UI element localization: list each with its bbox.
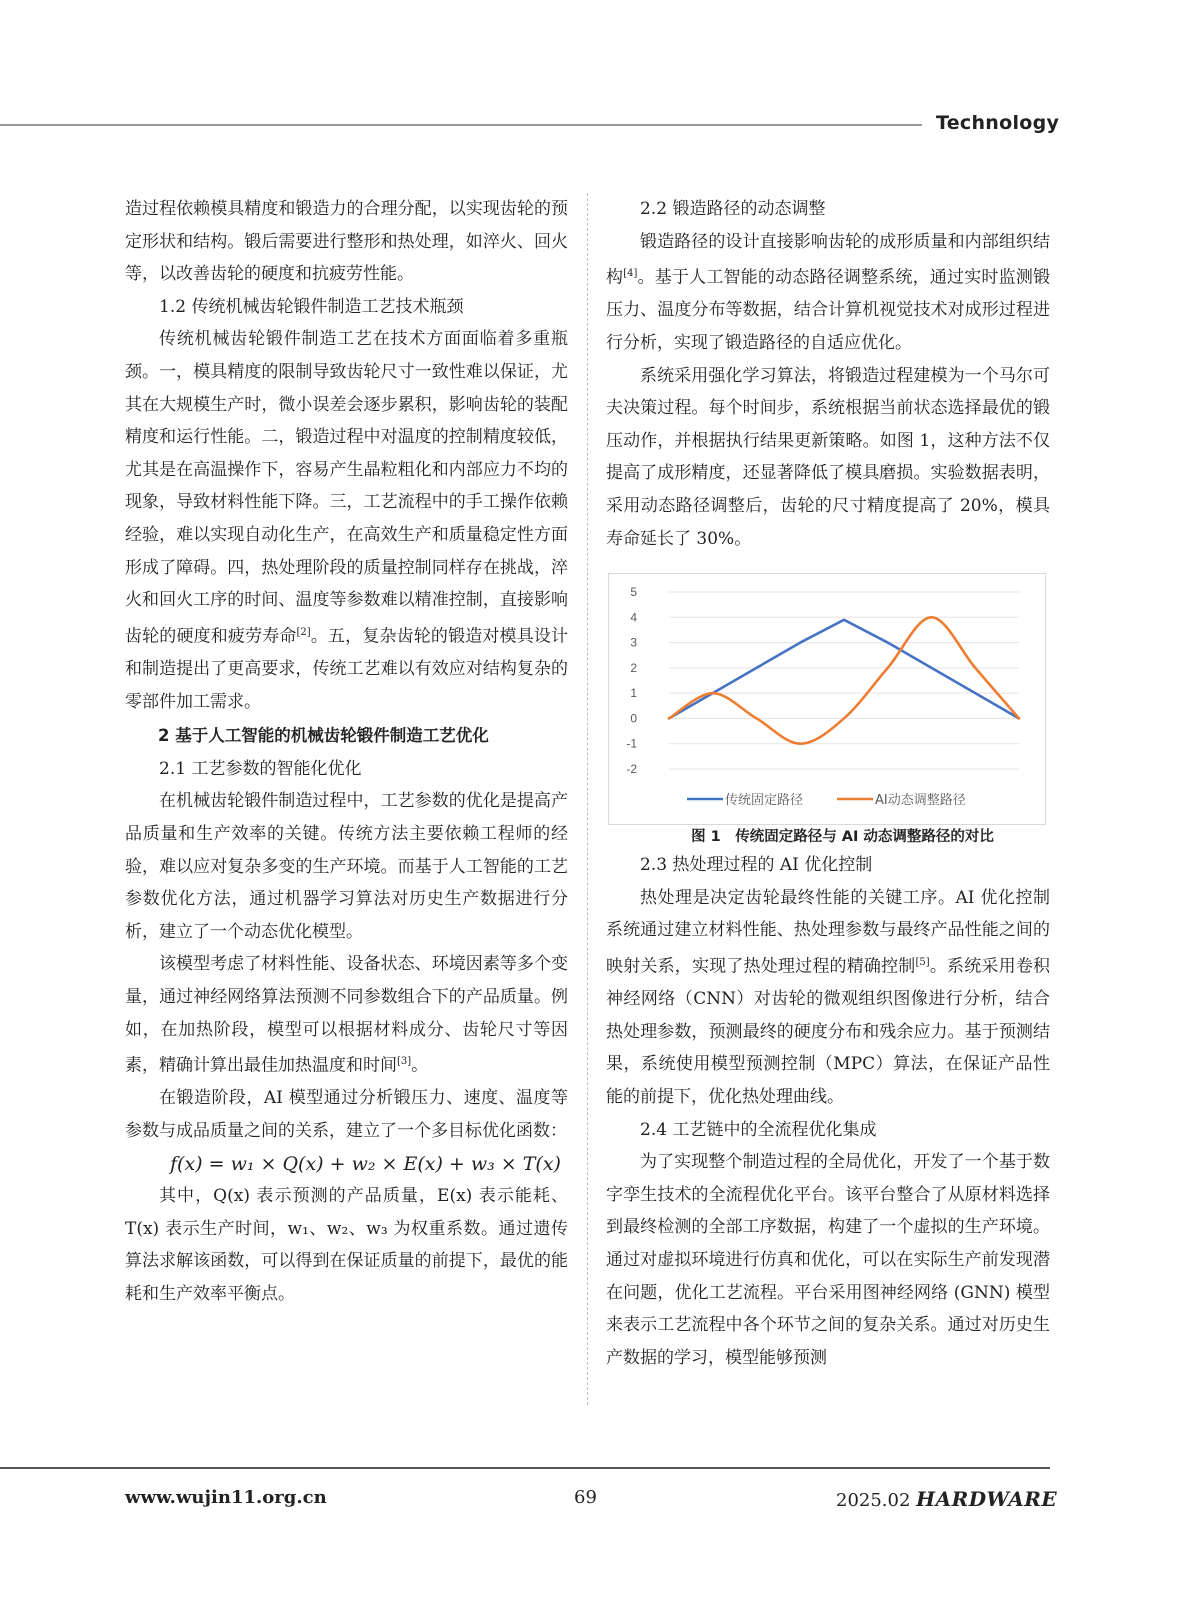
series-line-ai-path xyxy=(669,617,1019,743)
paragraph: 其中，Q(x) 表示预测的产品质量，E(x) 表示能耗、T(x) 表示生产时间，w₁、w₂、w₃ 为权重系数。通过遗传算法求解该函数，可以得到在保证质量的前提下，最优的能耗和生产效率平衡点。 xyxy=(125,1186,568,1304)
section-heading-2-2: 2.2 锻造路径的动态调整 xyxy=(640,199,826,219)
header-rule xyxy=(0,124,922,126)
y-tick-label: 0 xyxy=(630,711,637,726)
y-tick-label: 4 xyxy=(630,610,637,625)
legend-label: AI动态调整路径 xyxy=(875,793,966,809)
page-number: 69 xyxy=(574,1487,597,1508)
section-heading-1-2: 1.2 传统机械齿轮锻件制造工艺技术瓶颈 xyxy=(159,296,464,317)
section-label: Technology xyxy=(936,112,1060,134)
paragraph: 该模型考虑了材料性能、设备状态、环境因素等多个变量，通过神经网络算法预测不同参数组合下的产品质量。例如，在加热阶段，模型可以根据材料成分、齿轮尺寸等因素，精确计算出最佳加热温度和时间[3]。 xyxy=(125,954,568,1076)
footer-issue xyxy=(836,1487,1057,1511)
column-divider xyxy=(587,193,588,1405)
section-heading-2-1: 2.1 工艺参数的智能化优化 xyxy=(159,758,362,779)
paragraph: 在锻造阶段，AI 模型通过分析锻压力、速度、温度等参数与成品质量之间的关系，建立了一个多目标优化函数： xyxy=(125,1088,568,1141)
citation: [2] xyxy=(296,626,311,638)
y-tick-label: 1 xyxy=(630,686,637,701)
section-heading-2-4: 2.4 工艺链中的全流程优化集成 xyxy=(640,1119,877,1140)
citation: [3] xyxy=(397,1056,412,1068)
objective-formula: f(x) = w₁ × Q(x) + w₂ × E(x) + w₃ × T(x) xyxy=(170,1152,561,1175)
paragraph: 系统采用强化学习算法，将锻造过程建模为一个马尔可夫决策过程。每个时间步，系统根据当前状态选择最优的锻压动作，并根据执行结果更新策略。如图 1，这种方法不仅提高了成形精度，还显著降低了模具磨损。实验数据表明，采用动态路径调整后，齿轮的尺寸精度提高了 20%，模具寿命延长了 30%。 xyxy=(606,365,1050,549)
issue-date: 2025.02 xyxy=(836,1490,911,1511)
y-tick-label: -2 xyxy=(626,762,637,777)
magazine-name: HARDWARE xyxy=(916,1487,1058,1511)
paragraph: 为了实现整个制造过程的全局优化，开发了一个基于数字孪生技术的全流程优化平台。该平台整合了从原材料选择到最终检测的全部工序数据，构建了一个虚拟的生产环境。通过对虚拟环境进行仿真和优化，可以在实际生产前发现潜在问题，优化工艺流程。平台采用图神经网络 (GNN) 模型来表示工艺流程中各个环节之间的复杂关系。通过对历史生产数据的学习，模型能够预测 xyxy=(606,1152,1050,1368)
footer-url: www.wujin11.org.cn xyxy=(125,1487,327,1508)
y-tick-label: 2 xyxy=(630,661,637,676)
figure-caption: 图 1 传统固定路径与 AI 动态调整路径的对比 xyxy=(691,829,994,846)
y-tick-label: 3 xyxy=(630,635,637,650)
left-column xyxy=(125,193,568,1311)
right-column xyxy=(606,193,1050,1374)
y-tick-label: -1 xyxy=(626,736,637,751)
section-heading-2-3: 2.3 热处理过程的 AI 优化控制 xyxy=(640,855,873,876)
legend-label: 传统固定路径 xyxy=(725,793,804,809)
paragraph: 造过程依赖模具精度和锻造力的合理分配，以实现齿轮的预定形状和结构。锻后需要进行整形和热处理，如淬火、回火等，以改善齿轮的硬度和抗疲劳性能。 xyxy=(125,199,568,285)
citation: [5] xyxy=(915,956,930,968)
paragraph: 传统机械齿轮锻件制造工艺在技术方面面临着多重瓶颈。一，模具精度的限制导致齿轮尺寸一致性难以保证，尤其在大规模生产时，微小误差会逐步累积，影响齿轮的装配精度和运行性能。二，锻造过程中对温度的控制精度较低，尤其是在高温操作下，容易产生晶粒粗化和内部应力不均的现象，导致材料性能下降。三，工艺流程中的手工操作依赖经验，难以实现自动化生产，在高效生产和质量稳定性方面形成了障碍。四，热处理阶段的质量控制同样存在挑战，淬火和回火工序的时间、温度等参数难以精准控制，直接影响齿轮的硬度和疲劳寿命[2]。五，复杂齿轮的锻造对模具设计和制造提出了更高要求，传统工艺难以有效应对结构复杂的零部件加工需求。 xyxy=(125,329,568,712)
footer-rule xyxy=(0,1467,1050,1469)
series-line-fixed-path xyxy=(669,620,1019,719)
paragraph: 热处理是决定齿轮最终性能的关键工序。AI 优化控制系统通过建立材料性能、热处理参数与最终产品性能之间的映射关系，实现了热处理过程的精确控制[5]。系统采用卷积神经网络（CNN）对齿轮的微观组织图像进行分析，结合热处理参数，预测最终的硬度分布和残余应力。基于预测结果，系统使用模型预测控制（MPC）算法，在保证产品性能的前提下，优化热处理曲线。 xyxy=(606,887,1051,1107)
y-tick-label: 5 xyxy=(630,585,637,600)
paragraph: 在机械齿轮锻件制造过程中，工艺参数的优化是提高产品质量和生产效率的关键。传统方法主要依赖工程师的经验，难以应对复杂多变的生产环境。而基于人工智能的工艺参数优化方法，通过机器学习算法对历史生产数据进行分析，建立了一个动态优化模型。 xyxy=(125,791,568,942)
citation: [4] xyxy=(623,268,638,280)
paragraph: 锻造路径的设计直接影响齿轮的成形质量和内部组织结构[4]。基于人工智能的动态路径调整系统，通过实时监测锻压力、温度分布等数据，结合计算机视觉技术对成形过程进行分析，实现了锻造路径的自适应优化。 xyxy=(606,231,1051,354)
section-heading-2: 2 基于人工智能的机械齿轮锻件制造工艺优化 xyxy=(158,726,489,746)
line-chart xyxy=(609,574,1045,824)
figure-1-chart xyxy=(608,573,1046,825)
